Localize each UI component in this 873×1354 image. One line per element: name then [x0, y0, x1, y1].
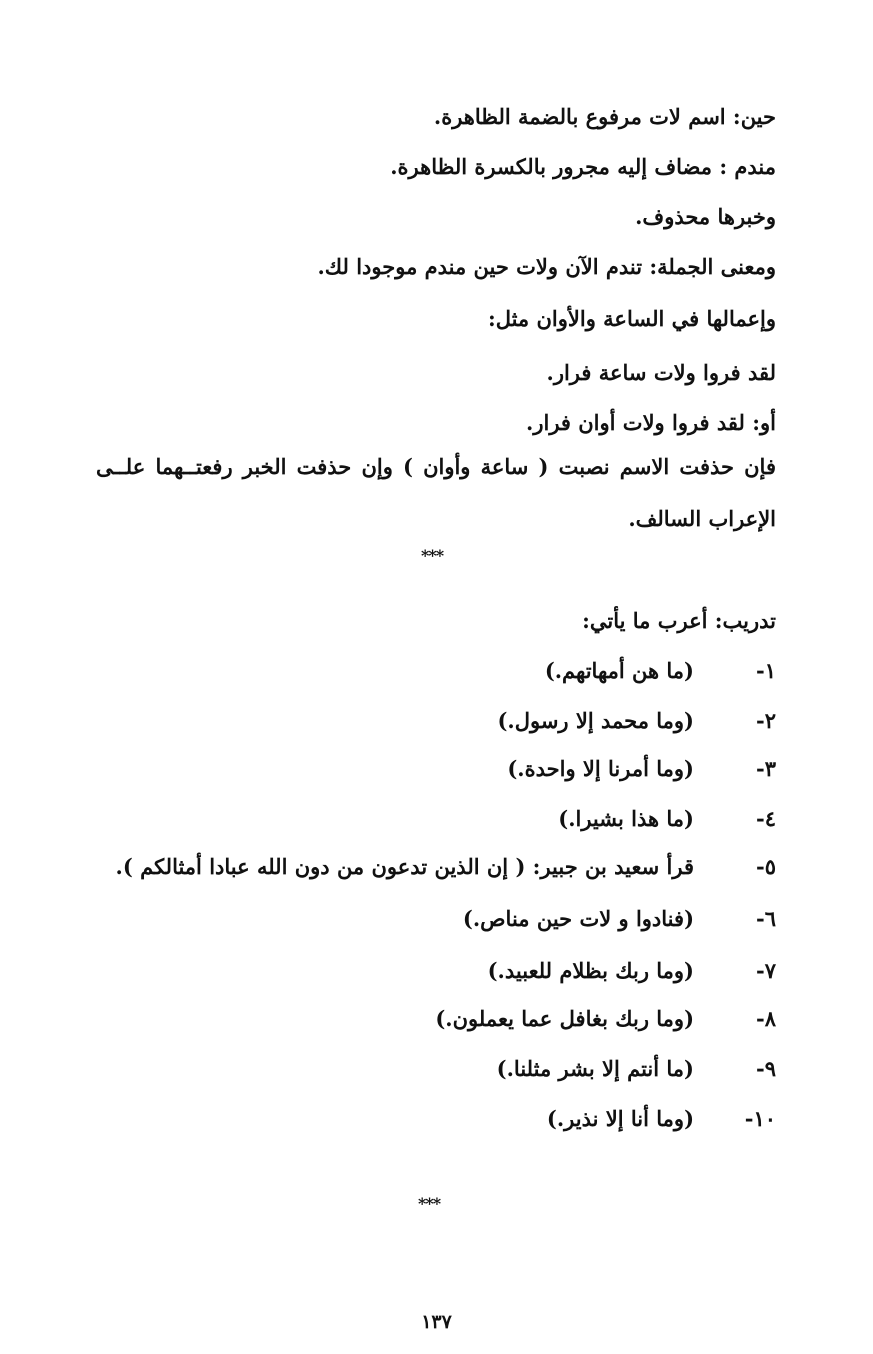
exercise-item [176, 1004, 776, 1034]
exercise-item [176, 1104, 776, 1134]
exercise-number: ٥- [756, 854, 776, 879]
exercise-item [176, 1054, 776, 1084]
exercise-text: (وما ربك بغافل عما يعملون.) [435, 1006, 694, 1031]
exercise-item [176, 656, 776, 686]
text-line-4: ومعنى الجملة: تندم الآن ولات حين مندم موجودا لك. [317, 254, 776, 279]
text-line-5: وإعمالها في الساعة والأوان مثل: [487, 306, 776, 331]
text-line-2: مندم : مضاف إليه مجرور بالكسرة الظاهرة. [390, 154, 776, 179]
exercise-number: ٢- [756, 708, 776, 733]
page-number: ١٣٧ [421, 1311, 452, 1333]
exercise-number: ٨- [756, 1006, 776, 1031]
exercise-number: ٦- [756, 906, 776, 931]
text-line-9: الإعراب السالف. [628, 506, 776, 531]
exercise-number: ٤- [756, 806, 776, 831]
text-line-3: وخبرها محذوف. [635, 204, 776, 229]
exercise-item [176, 706, 776, 736]
exercise-item [96, 852, 776, 882]
exercise-number: ٧- [756, 958, 776, 983]
exercise-item [176, 956, 776, 986]
exercise-item [176, 904, 776, 934]
text-line-7: أو: لقد فروا ولات أوان فرار. [526, 410, 776, 435]
exercise-text: (ما هن أمهاتهم.) [544, 658, 694, 683]
text-line-8: فإن حذفت الاسم نصبت ( ساعة وأوان ) وإن حذفت الخبر رفعتــهما علــى [96, 454, 776, 479]
exercise-number: ٣- [756, 756, 776, 781]
exercise-number: ١- [756, 658, 776, 683]
exercise-item [176, 804, 776, 834]
exercise-number: ١٠- [744, 1106, 776, 1131]
exercise-text: (وما أنا إلا نذير.) [546, 1106, 694, 1131]
section-separator: *** [418, 1194, 441, 1213]
exercise-text: (وما محمد إلا رسول.) [497, 708, 694, 733]
section-separator: *** [421, 546, 444, 565]
exercise-number: ٩- [756, 1056, 776, 1081]
exercise-text: (ما هذا بشيرا.) [558, 806, 694, 831]
exercise-text: (وما ربك بظلام للعبيد.) [487, 958, 694, 983]
text-line-6: لقد فروا ولات ساعة فرار. [546, 360, 776, 385]
exercise-item [176, 754, 776, 784]
exercise-heading: تدريب: أعرب ما يأتي: [582, 608, 776, 633]
exercise-text: (فنادوا و لات حين مناص.) [462, 906, 694, 931]
text-line-1: حين: اسم لات مرفوع بالضمة الظاهرة. [433, 104, 776, 129]
exercise-text: (ما أنتم إلا بشر مثلنا.) [496, 1056, 694, 1081]
exercise-text: (وما أمرنا إلا واحدة.) [507, 756, 694, 781]
exercise-text: قرأ سعيد بن جبير: ( إن الذين تدعون من دون الله عبادا أمثالكم ). [115, 854, 694, 879]
